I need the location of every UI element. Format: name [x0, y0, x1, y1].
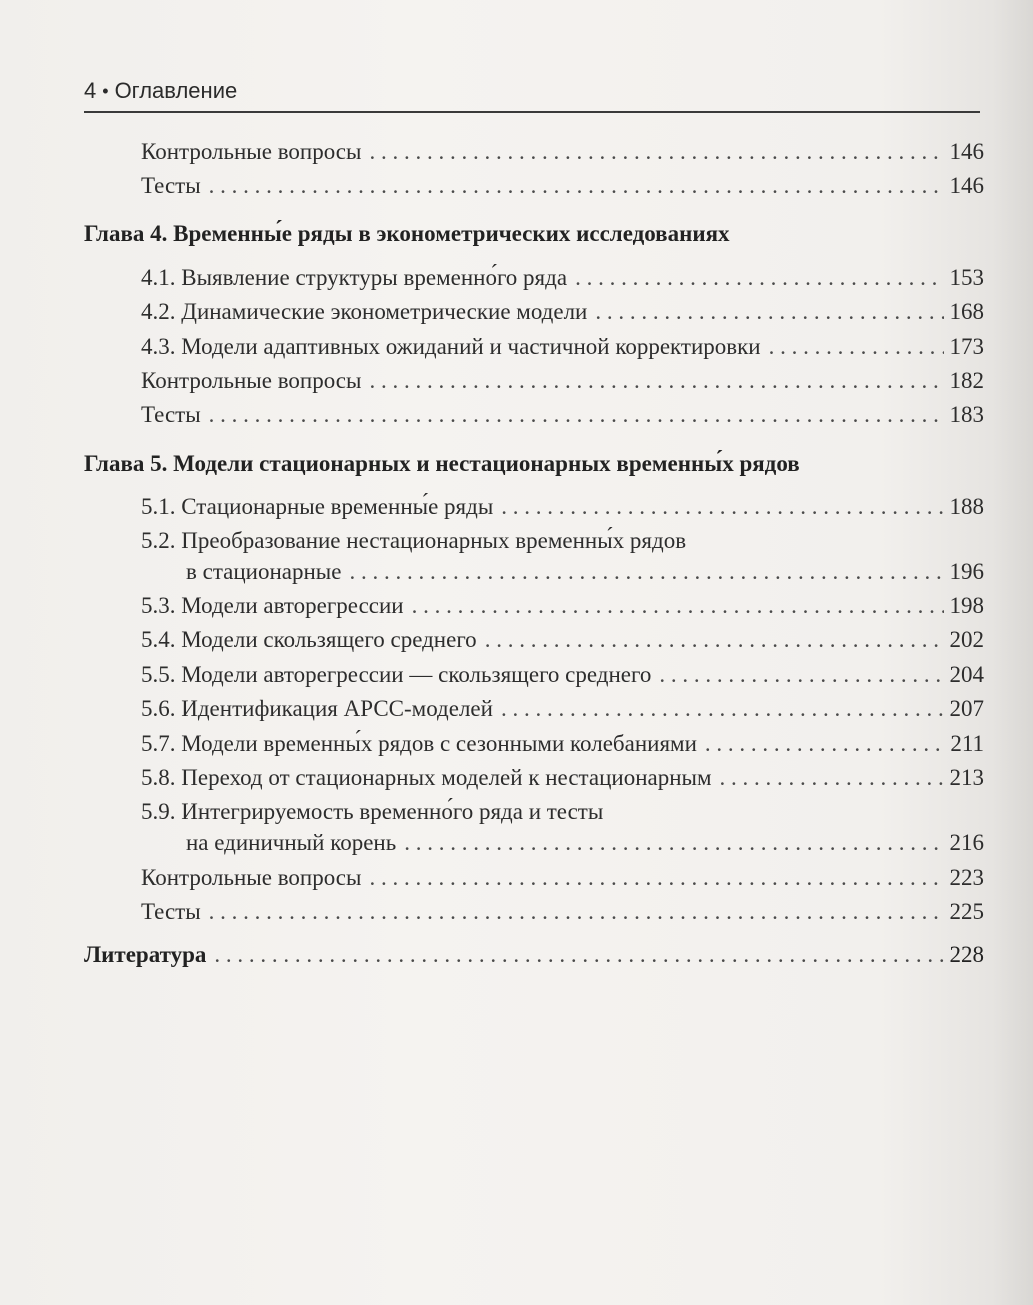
- toc-entry-title: 5.8. Переход от стационарных моделей к нестационарным: [141, 765, 712, 790]
- chapter-heading[interactable]: Глава 5. Модели стационарных и нестационарных временны́х рядов: [84, 451, 800, 476]
- toc-entry-page: 202: [949, 627, 984, 652]
- toc-entry[interactable]: [141, 263, 984, 293]
- toc-entry-page: 188: [949, 494, 984, 519]
- toc-leader-dots: [214, 940, 943, 970]
- toc-leader-dots: [769, 332, 944, 362]
- toc-entry[interactable]: [141, 492, 984, 522]
- toc-entry-title: Контрольные вопросы: [141, 139, 362, 164]
- toc-entry[interactable]: [141, 625, 984, 655]
- toc-entry-title: Литература: [84, 942, 207, 967]
- toc-entry-page: 146: [949, 139, 984, 164]
- toc-entry-page: 225: [949, 899, 984, 924]
- toc-entry[interactable]: [141, 660, 984, 690]
- toc-entry-title: 5.4. Модели скользящего среднего: [141, 627, 477, 652]
- toc-entry-page: 223: [949, 865, 984, 890]
- toc-leader-dots: [659, 660, 943, 690]
- toc-entry-page: 183: [949, 402, 984, 427]
- toc-entry-bibliography[interactable]: [84, 940, 984, 970]
- toc-leader-dots: [720, 763, 944, 793]
- toc-entry-page: 196: [949, 559, 984, 584]
- toc-leader-dots: [209, 897, 944, 927]
- toc-leader-dots: [595, 297, 943, 327]
- toc-leader-dots: [705, 729, 944, 759]
- running-header: [84, 76, 980, 106]
- toc-entry-title: Контрольные вопросы: [141, 368, 362, 393]
- toc-entry[interactable]: [141, 297, 984, 327]
- toc-leader-dots: [412, 591, 944, 621]
- toc-entry-title: 4.3. Модели адаптивных ожиданий и частичной корректировки: [141, 334, 761, 359]
- header-rule: [84, 111, 980, 113]
- toc-entry-page: 182: [949, 368, 984, 393]
- toc-entry[interactable]: [186, 557, 984, 587]
- toc-leader-dots: [501, 492, 943, 522]
- toc-entry-title: 5.3. Модели авторегрессии: [141, 593, 404, 618]
- toc-entry-page: 216: [949, 830, 984, 855]
- toc-entry-title: Контрольные вопросы: [141, 865, 362, 890]
- toc-entry-title: 4.1. Выявление структуры временно́го ряда: [141, 265, 568, 290]
- toc-entry[interactable]: [141, 729, 984, 759]
- toc-entry[interactable]: [141, 332, 984, 362]
- toc-entry[interactable]: [141, 366, 984, 396]
- toc-entry-page: 153: [949, 265, 984, 290]
- toc-entry-page: 198: [949, 593, 984, 618]
- toc-entry-title: 5.7. Модели временны́х рядов с сезонными колебаниями: [141, 731, 697, 756]
- toc-entry-page: 211: [950, 731, 984, 756]
- toc-entry-page: 146: [949, 173, 984, 198]
- toc-entry[interactable]: [141, 694, 984, 724]
- header-title: Оглавление: [114, 78, 238, 103]
- toc-leader-dots: [575, 263, 943, 293]
- toc-leader-dots: [404, 828, 943, 858]
- toc-entry[interactable]: [141, 171, 984, 201]
- toc-entry[interactable]: [141, 763, 984, 793]
- toc-entry-title: 5.1. Стационарные временны́е ряды: [141, 494, 494, 519]
- toc-entry[interactable]: [141, 400, 984, 430]
- chapter-heading[interactable]: Глава 4. Временны́е ряды в эконометрических исследованиях: [84, 221, 730, 246]
- toc-leader-dots: [209, 400, 944, 430]
- toc-entry-page: 204: [949, 662, 984, 687]
- toc-leader-dots: [369, 366, 943, 396]
- toc-entry-page: 207: [949, 696, 984, 721]
- toc-entry-title-line1[interactable]: 5.2. Преобразование нестационарных временны́х рядов: [141, 528, 687, 553]
- toc-entry-title: Тесты: [141, 173, 201, 198]
- toc-entry[interactable]: [141, 897, 984, 927]
- toc-entry[interactable]: [141, 863, 984, 893]
- toc-entry-title: в стационарные: [186, 559, 342, 584]
- toc-entry-title-line1[interactable]: 5.9. Интегрируемость временно́го ряда и тесты: [141, 799, 604, 824]
- header-bullet: •: [102, 81, 109, 101]
- toc-leader-dots: [485, 625, 944, 655]
- toc-entry-page: 173: [949, 334, 984, 359]
- toc-entry-title: на единичный корень: [186, 830, 397, 855]
- toc-entry-page: 168: [949, 299, 984, 324]
- toc-entry[interactable]: [141, 591, 984, 621]
- toc-entry-page: 213: [949, 765, 984, 790]
- toc-entry-title: 5.6. Идентификация АРСС-моделей: [141, 696, 493, 721]
- toc-entry-title: Тесты: [141, 402, 201, 427]
- toc-leader-dots: [501, 694, 944, 724]
- header-page-number: 4: [84, 78, 97, 103]
- toc-entry[interactable]: [141, 137, 984, 167]
- toc-entry[interactable]: [186, 828, 984, 858]
- toc-entry-title: 5.5. Модели авторегрессии — скользящего среднего: [141, 662, 652, 687]
- toc-leader-dots: [369, 863, 943, 893]
- toc-leader-dots: [209, 171, 944, 201]
- toc-entry-title: Тесты: [141, 899, 201, 924]
- toc-entry-title: 4.2. Динамические эконометрические модели: [141, 299, 588, 324]
- toc-leader-dots: [349, 557, 943, 587]
- toc-leader-dots: [369, 137, 943, 167]
- toc-entry-page: 228: [949, 942, 984, 967]
